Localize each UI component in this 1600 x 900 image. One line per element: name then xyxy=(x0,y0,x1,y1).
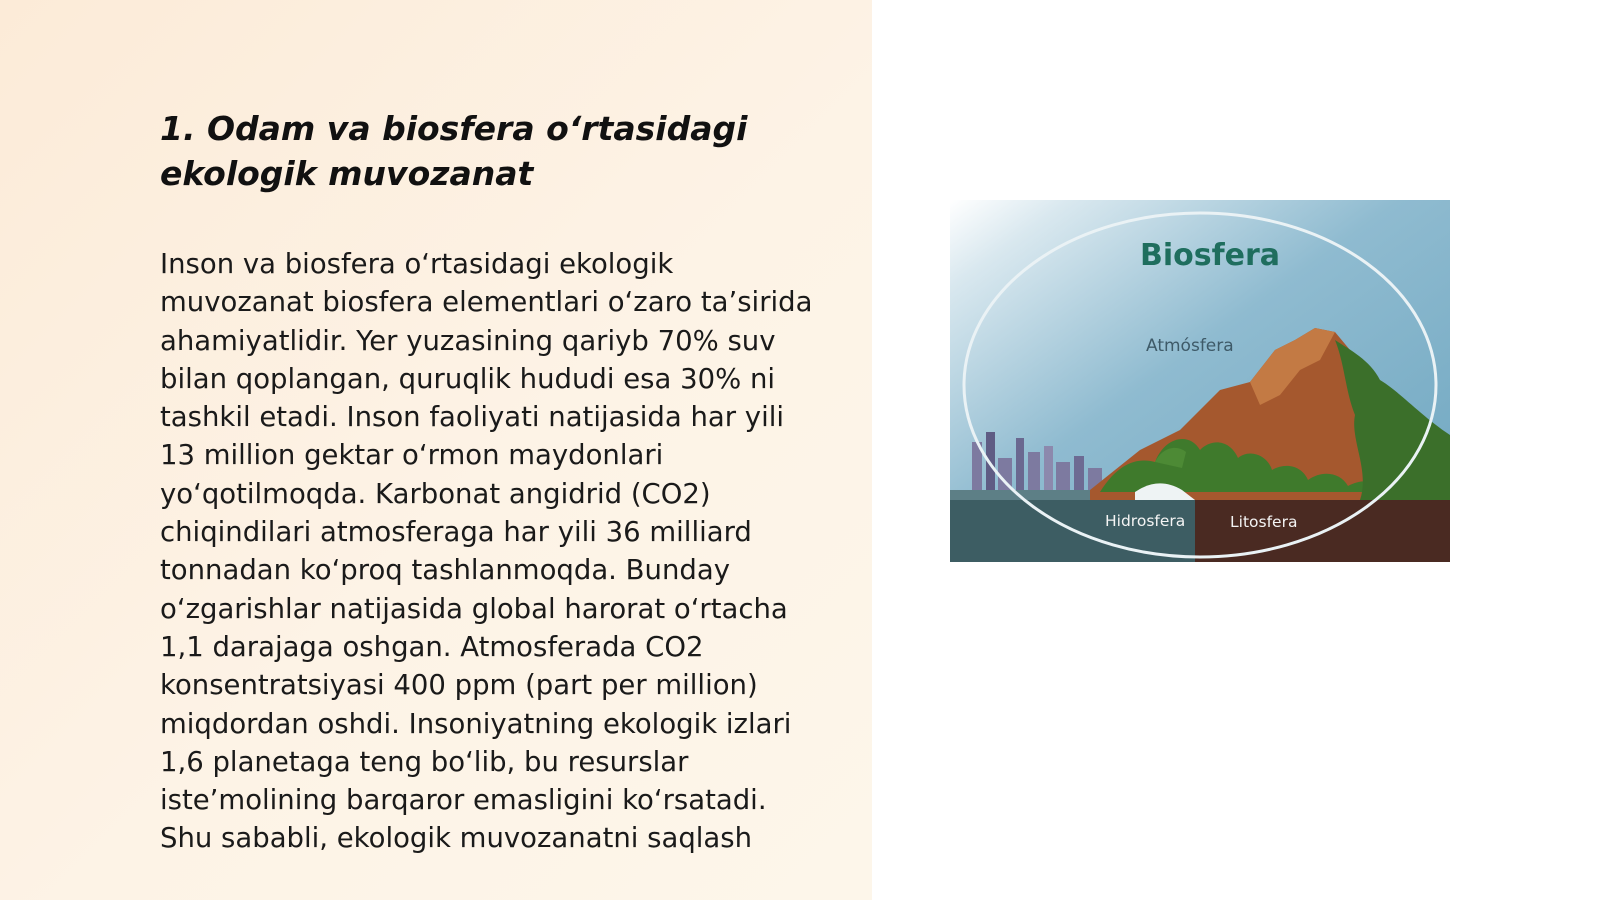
slide-title: 1. Odam va biosfera o‘rtasidagi ekologik muvozanat xyxy=(160,109,748,193)
atmosphere-label: Atmósfera xyxy=(1146,336,1234,356)
biosphere-label: Biosfera xyxy=(1140,238,1281,273)
slide-body-text: Inson va biosfera o‘rtasidagi ekologik muvozanat biosfera elementlari o‘zaro ta’sirida ahamiyatlidir. Yer yuzasining qariyb 70% suv bilan qoplangan, quruqlik hududi esa 30% ni tashkil etadi. Inson faoliyati natijasida har yili 13 million gektar o‘rmon maydonlari yo‘qotilmoqda. Karbonat angidrid (CO2) chiqindilari atmosferaga har yili 36 milliard tonnadan ko‘proq tashlanmoqda. Bunday o‘zgarishlar natijasida global harorat o‘rtacha 1,1 darajaga oshgan. Atmosferada CO2 konsentratsiyasi 400 ppm (part per million) miqdordan oshdi. Insoniyatning ekologik izlari 1,6 planetaga teng bo‘lib, bu resurslar iste’molining barqaror emasligini ko‘rsatadi. Shu sababli, ekologik muvozanatni saqlash xyxy=(160,248,813,855)
biosphere-illustration xyxy=(950,200,1450,562)
lithosphere-label: Litosfera xyxy=(1230,513,1298,531)
hydrosphere-label: Hidrosfera xyxy=(1105,512,1186,530)
